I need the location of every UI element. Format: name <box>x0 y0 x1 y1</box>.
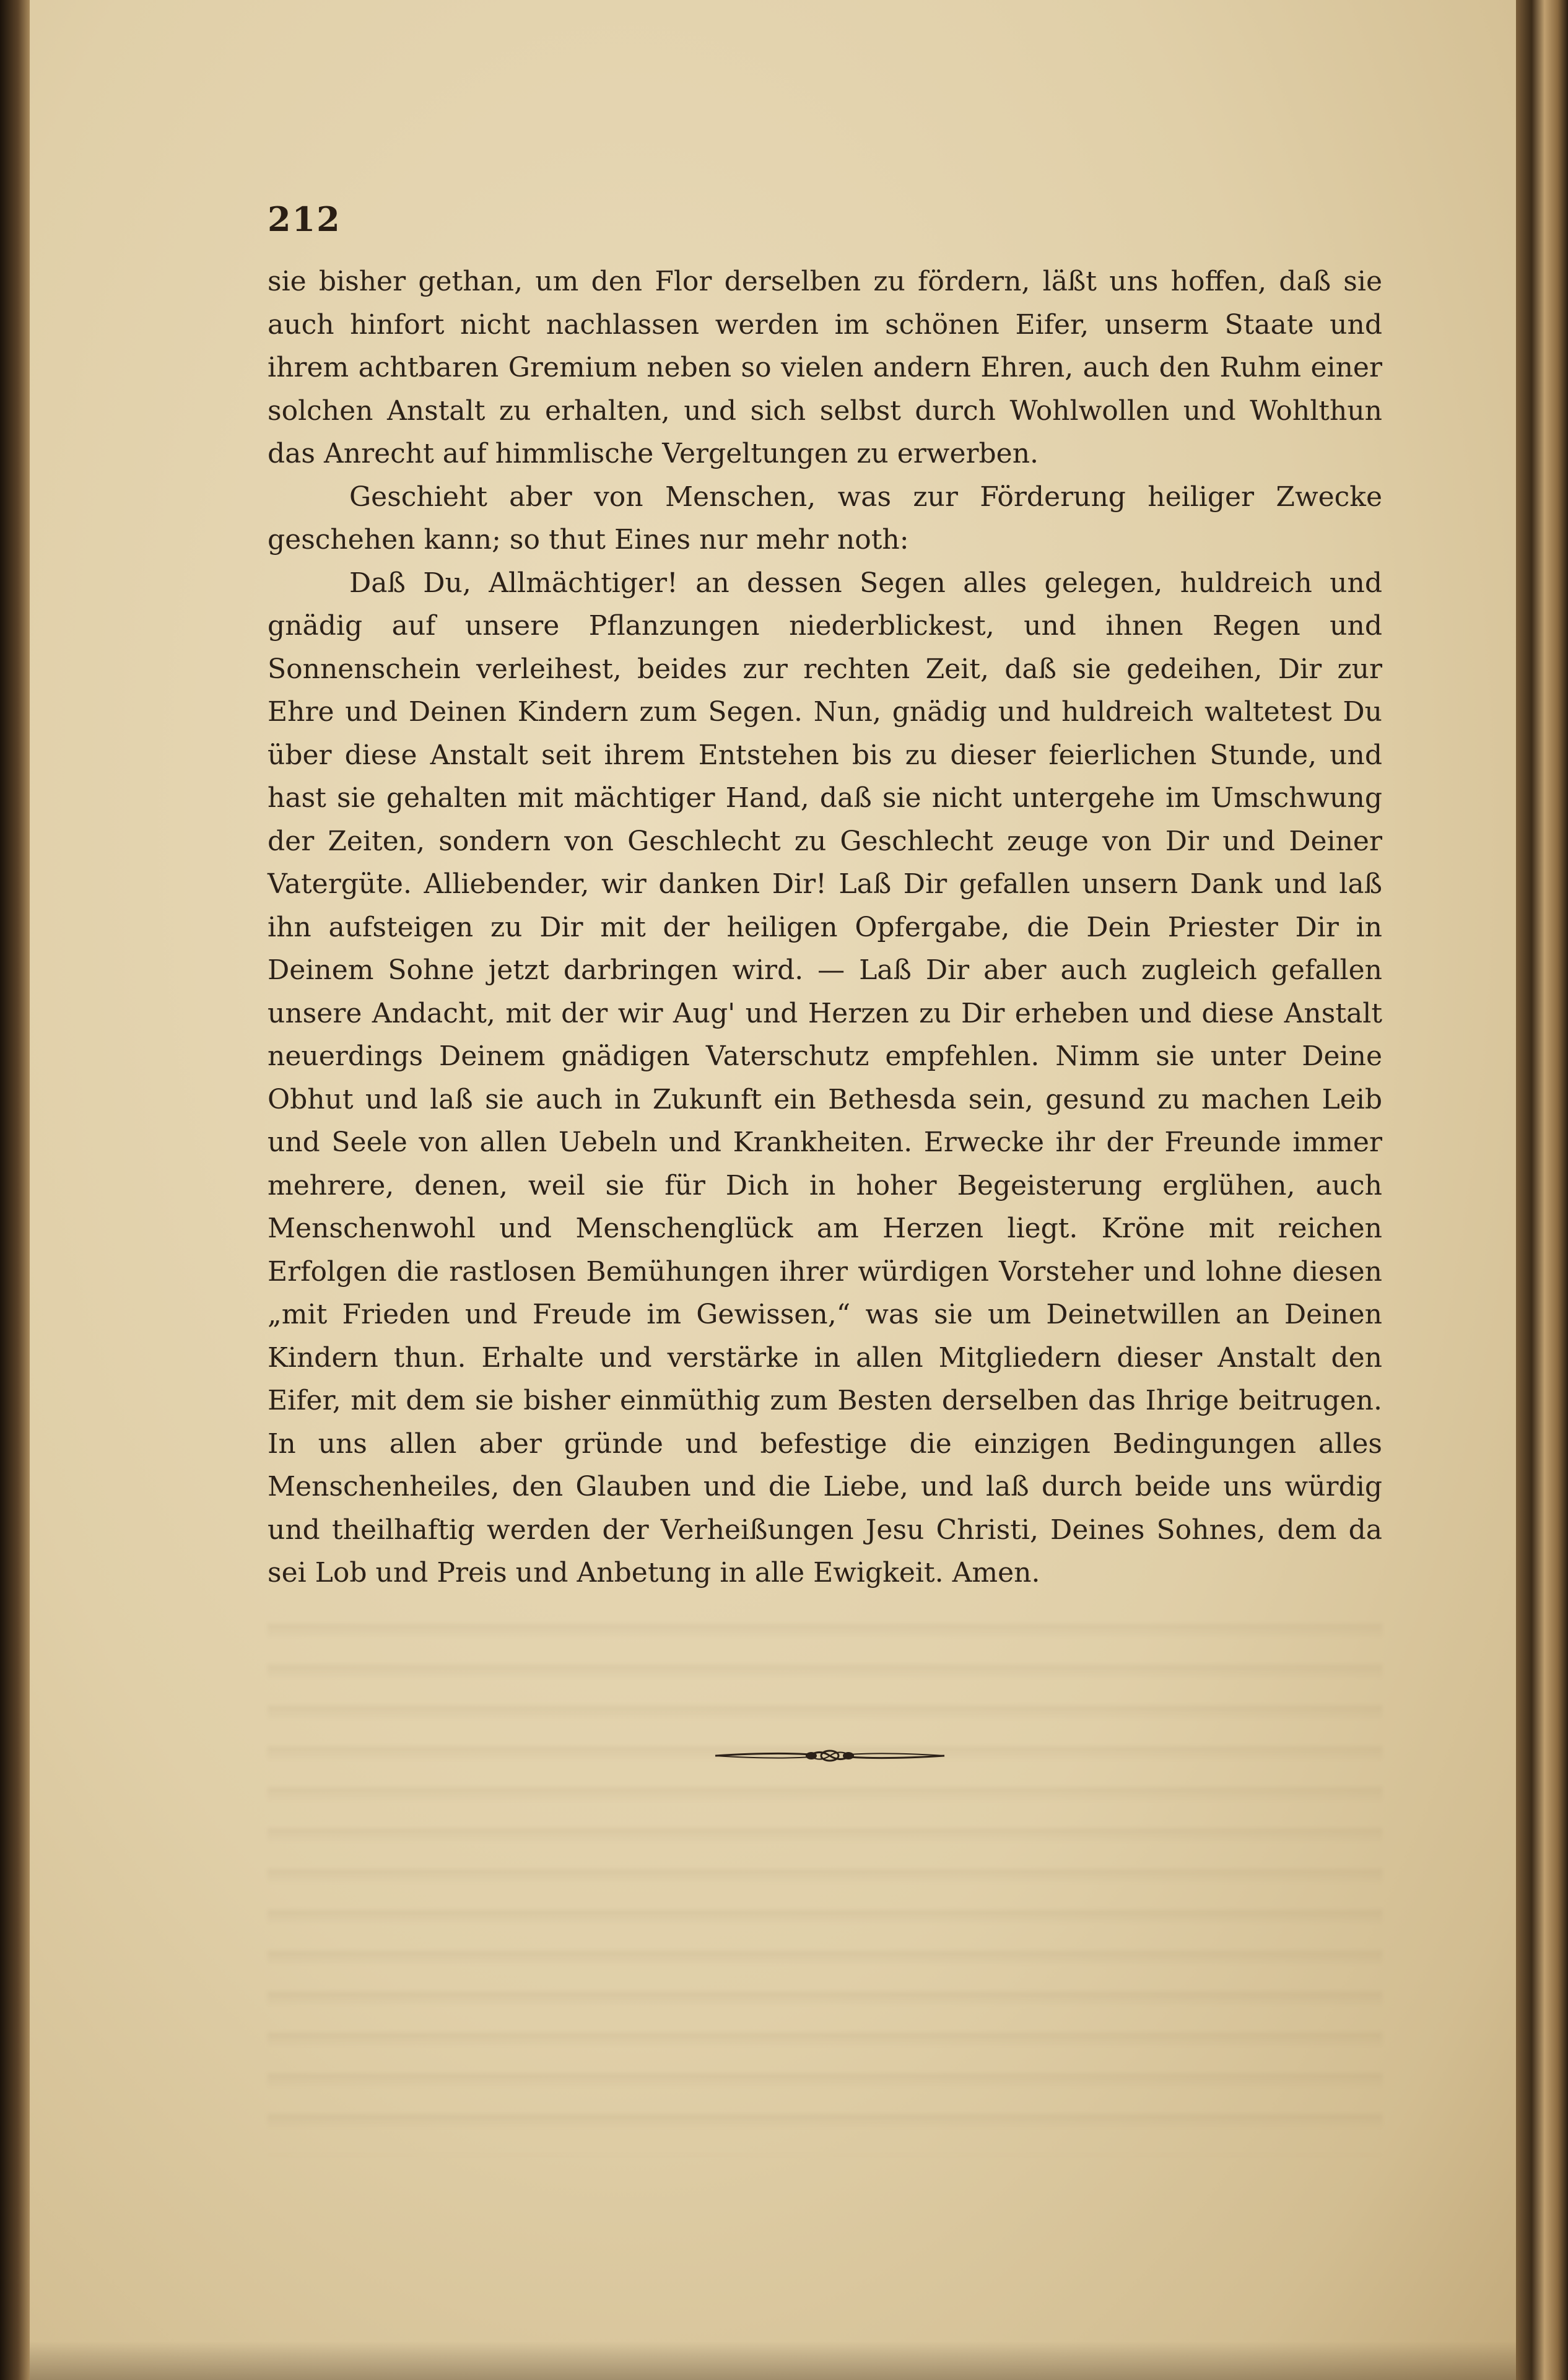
binding-edge-left <box>0 0 30 2380</box>
body-text <box>268 260 1382 1595</box>
page-edge-right <box>1516 0 1568 2380</box>
paragraph-1: sie bisher gethan, um den Flor derselben zu fördern, läßt uns hoffen, daß sie auch hinfort nicht nachlassen werden im schönen Eifer, unserm Staate und ihrem achtbaren Gremium neben so vielen andern Ehren, auch den Ruhm einer solchen Anstalt zu erhalten, und sich selbst durch Wohlwollen und Wohlthun das Anrecht auf himmlische Vergeltungen zu erwerben. <box>268 266 1382 469</box>
end-of-text-flourish-icon <box>712 1743 947 1768</box>
page-shadow <box>30 2341 1516 2380</box>
paragraph-3: Daß Du, Allmächtiger! an dessen Segen alles gelegen, huldreich und gnädig auf unsere Pflanzungen niederblickest, und ihnen Regen und Sonnenschein verleihest, beides zur rechten Zeit, daß sie gedeihen, Dir zur Ehre und Deinen Kindern zum Segen. Nun, gnädig und huldreich waltetest Du über diese Anstalt seit ihrem Entstehen bis zu dieser feierlichen Stunde, und hast sie gehalten mit mächtiger Hand, daß sie nicht untergehe im Umschwung der Zeiten, sondern von Geschlecht zu Geschlecht zeuge von Dir und Deiner Vatergüte. Alliebender, wir danken Dir! Laß Dir gefallen unsern Dank und laß ihn aufsteigen zu Dir mit der heiligen Opfergabe, die Dein Priester Dir in Deinem Sohne jetzt darbringen wird. — Laß Dir aber auch zugleich gefallen unsere Andacht, mit der wir Aug' und Herzen zu Dir erheben und diese Anstalt neuerdings Deinem gnädigen Vaterschutz empfehlen. Nimm sie unter Deine Obhut und laß sie auch in Zukunft ein Bethesda sein, gesund zu machen Leib und Seele von allen Uebeln und Krankheiten. Erwecke ihr der Freunde immer mehrere, denen, weil sie für Dich in hoher Begeisterung erglühen, auch Menschenwohl und Menschenglück am Herzen liegt. Kröne mit reichen Erfolgen die rastlosen Bemühungen ihrer würdigen Vorsteher und lohne diesen „mit Frieden und Freude im Gewissen,“ was sie um Deinetwillen an Deinen Kindern thun. Erhalte und verstärke in allen Mitgliedern dieser Anstalt den Eifer, mit dem sie bisher einmüthig zum Besten derselben das Ihrige beitrugen. In uns allen aber gründe und befestige die einzigen Bedingungen alles Menschenheiles, den Glauben und die Liebe, und laß durch beide uns würdig und theilhaftig werden der Verheißungen Jesu Christi, Deines Sohnes, dem da sei Lob und Preis und Anbetung in alle Ewigkeit. Amen. <box>268 567 1382 1589</box>
page-number: 212 <box>268 199 341 239</box>
show-through-text <box>268 1598 1382 2155</box>
paragraph-2: Geschieht aber von Menschen, was zur Förderung heiliger Zwecke geschehen kann; so thut Eines nur mehr noth: <box>268 481 1382 556</box>
